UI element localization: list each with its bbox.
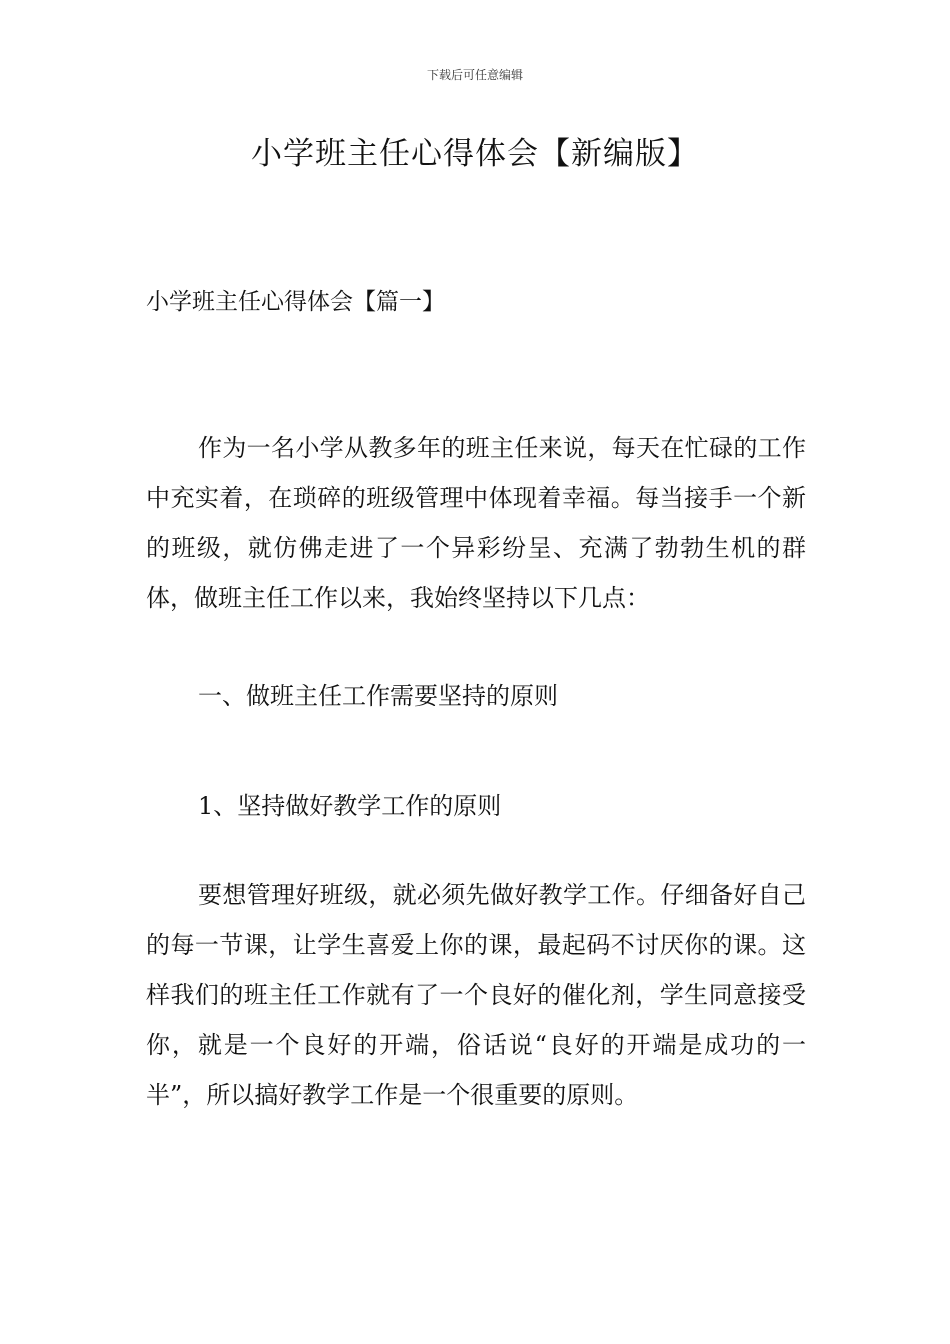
document-title: 小学班主任心得体会【新编版】 — [251, 136, 699, 172]
section-heading: 小学班主任心得体会【篇一】 — [146, 289, 445, 315]
subheading-teaching-principle: 1、坚持做好教学工作的原则 — [198, 792, 502, 820]
paragraph-teaching: 要想管理好班级，就必须先做好教学工作。仔细备好自己的每一节课，让学生喜爱上你的课，最起码不讨厌你的课。这样我们的班主任工作就有了一个良好的催化剂，学生同意接受你，就是一个良好的开端，俗话说“良好的开端是成功的一半”，所以搞好教学工作是一个很重要的原则。 — [146, 881, 806, 1109]
paragraph-intro: 作为一名小学从教多年的班主任来说，每天在忙碌的工作中充实着，在琐碎的班级管理中体现着幸福。每当接手一个新的班级，就仿佛走进了一个异彩纷呈、充满了勃勃生机的群体，做班主任工作以来，我始终坚持以下几点： — [146, 434, 806, 612]
subheading-principles: 一、做班主任工作需要坚持的原则 — [198, 682, 558, 710]
header-note: 下载后可任意编辑 — [426, 68, 523, 82]
